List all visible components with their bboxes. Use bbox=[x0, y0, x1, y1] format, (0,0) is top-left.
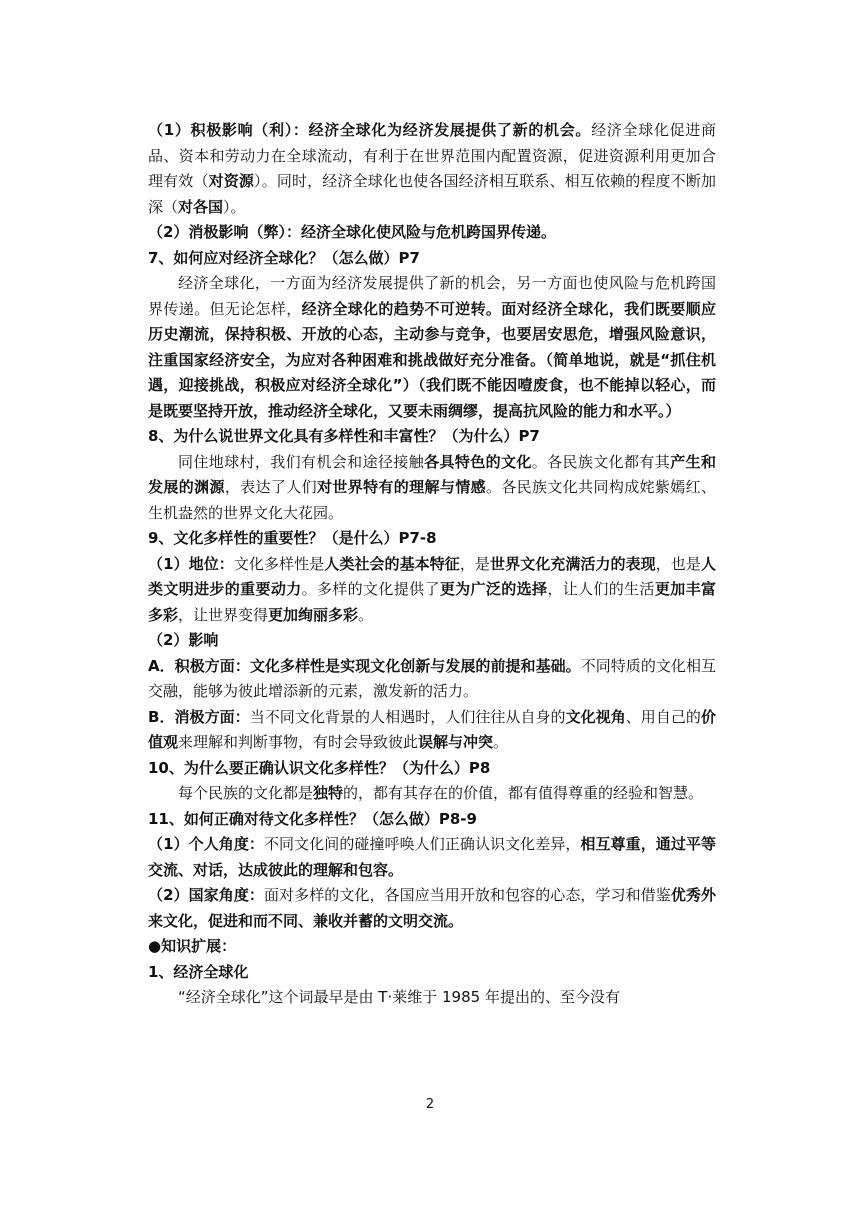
bold-text: 文化视角 bbox=[565, 707, 626, 726]
text-run: ，让人们的生活 bbox=[547, 580, 655, 598]
bold-text: 优秀外来文化，促进和而不同、兼收并蓄的文明交流。 bbox=[148, 886, 716, 930]
bold-text: 更为广泛的选择 bbox=[439, 580, 548, 598]
bold-text: （1）积极影响（利）：经济全球化为经济发展提供了新的机会。 bbox=[148, 121, 592, 139]
text-run: 经济全球化促进商品、资本和劳动力在全球流动，有利于在世界范围内配置资源，促进资源利用更加合理有效（ bbox=[148, 121, 716, 190]
text-run: 。各民族文化共同构成姹紫嫣红、生机盎然的世界文化大花园。 bbox=[148, 478, 716, 522]
paragraph bbox=[148, 934, 716, 960]
paragraph bbox=[148, 220, 716, 246]
text-run: 每个民族的文化都是 bbox=[178, 784, 314, 802]
bold-text: 独特 bbox=[313, 784, 344, 802]
bold-text: 各具特色的文化 bbox=[424, 452, 532, 471]
text-run: ，也是 bbox=[655, 554, 701, 573]
bold-text: 8、为什么说世界文化具有多样性和丰富性？（为什么）P7 bbox=[148, 427, 540, 445]
bold-text: （1）个人角度： bbox=[148, 835, 264, 853]
bold-text: 更加绚丽多彩 bbox=[268, 605, 359, 624]
text-run: ，表达了人们 bbox=[224, 478, 317, 496]
text-run: 同住地球村，我们有机会和途径接触 bbox=[178, 452, 425, 471]
bold-text: （2）国家角度： bbox=[148, 886, 264, 904]
text-run: ，是 bbox=[459, 554, 490, 573]
bold-text: B．消极方面： bbox=[148, 707, 250, 726]
bold-text: 世界文化充满活力的表现 bbox=[490, 554, 656, 573]
text-run: 。多样的文化提供了 bbox=[301, 580, 440, 598]
paragraph bbox=[148, 450, 716, 527]
text-run: 面对多样的文化，各国应当用开放和包容的心态，学习和借鉴 bbox=[263, 886, 671, 904]
bold-text: 10、为什么要正确认识文化多样性？（为什么）P8 bbox=[148, 758, 491, 777]
bold-text: 经济全球化的趋势不可逆转。面对经济全球化，我们既要顺应历史潮流，保持积极、开放的心态，主动参与竞争，也要居安思危，增强风险意识，注重国家经济安全，为应对各种困难和挑战做好充分准备。（简单地说，就是“抓住机遇，迎接挑战，积极应对经济全球化”）（我们既不能因噎废食，也不能掉以轻心，而是既要坚持开放，推动经济全球化，又要未雨绸缪，提高抗风险的能力和水平。） bbox=[148, 299, 716, 420]
paragraph bbox=[148, 832, 716, 883]
text-run: ）。同时，经济全球化也使各国经济相互联系、相互依赖的程度不断加深（ bbox=[148, 172, 716, 216]
text-run: “经济全球化”这个词最早是由 T·莱维于 1985 年提出的、至今没有 bbox=[178, 988, 620, 1006]
bold-text: 人类文明进步的重要动力 bbox=[148, 554, 716, 598]
paragraph bbox=[148, 756, 716, 782]
paragraph bbox=[148, 654, 716, 705]
paragraph bbox=[148, 628, 716, 654]
bold-text: 11、如何正确对待文化多样性？（怎么做）P8-9 bbox=[148, 809, 477, 828]
bold-text: 7、如何应对经济全球化？（怎么做）P7 bbox=[148, 248, 420, 267]
bold-text: 产生和发展的渊源 bbox=[148, 452, 716, 496]
bold-text: 对世界特有的理解与情感 bbox=[316, 478, 486, 496]
bold-text: 更加丰富多彩 bbox=[148, 580, 716, 624]
bold-text: 人类社会的基本特征 bbox=[324, 554, 460, 573]
text-run: 不同文化间的碰撞呼唤人们正确认识文化差异， bbox=[263, 835, 581, 853]
bold-text: 9、文化多样性的重要性？（是什么）P7-8 bbox=[148, 529, 437, 547]
bold-text: 价值观 bbox=[148, 707, 716, 751]
paragraph bbox=[148, 781, 716, 807]
bold-text: （1）地位： bbox=[148, 554, 234, 573]
paragraph bbox=[148, 552, 716, 629]
paragraph bbox=[148, 960, 716, 986]
paragraph bbox=[148, 271, 716, 424]
text-run: 。各民族文化都有其 bbox=[531, 452, 671, 471]
paragraph bbox=[148, 424, 716, 450]
paragraph bbox=[148, 883, 716, 934]
bold-text: ●知识扩展： bbox=[148, 937, 237, 955]
text-run: ，让世界变得 bbox=[178, 605, 269, 624]
paragraph bbox=[148, 705, 716, 756]
bold-text: （2）影响 bbox=[148, 631, 219, 649]
bold-text: A．积极方面：文化多样性是实现文化创新与发展的前提和基础。 bbox=[148, 656, 581, 675]
bold-text: 误解与冲突 bbox=[418, 733, 494, 751]
text-run: 。 bbox=[358, 605, 374, 624]
paragraph bbox=[148, 526, 716, 552]
text-run: 的，都有其存在的价值，都有值得尊重的经验和智慧。 bbox=[343, 784, 704, 802]
bold-text: （2）消极影响（弊）：经济全球化使风险与危机跨国界传递。 bbox=[148, 223, 556, 241]
paragraph bbox=[148, 246, 716, 272]
text-run: 、用自己的 bbox=[625, 707, 701, 726]
paragraph bbox=[148, 807, 716, 833]
bold-text: 1、经济全球化 bbox=[148, 962, 249, 981]
bold-text: 相互尊重，通过平等交流、对话，达成彼此的理解和包容。 bbox=[148, 835, 716, 879]
text-run: ）。 bbox=[223, 197, 246, 216]
paragraph bbox=[148, 118, 716, 220]
text-run: 不同特质的文化相互交融，能够为彼此增添新的元素，激发新的活力。 bbox=[148, 656, 716, 700]
text-run: 经济全球化，一方面为经济发展提供了新的机会，另一方面也使风险与危机跨国界传递。但无论怎样， bbox=[148, 274, 716, 318]
document-body bbox=[148, 118, 716, 1011]
text-run: 来理解和判断事物，有时会导致彼此 bbox=[178, 733, 419, 751]
paragraph bbox=[148, 985, 716, 1011]
bold-text: 对各国 bbox=[178, 197, 224, 216]
text-run: 当不同文化背景的人相遇时，人们往往从自身的 bbox=[249, 707, 566, 726]
text-run: 文化多样性是 bbox=[233, 554, 325, 573]
page-number: 2 bbox=[425, 1097, 435, 1112]
bold-text: 对资源 bbox=[208, 172, 255, 190]
text-run: 。 bbox=[493, 733, 509, 751]
